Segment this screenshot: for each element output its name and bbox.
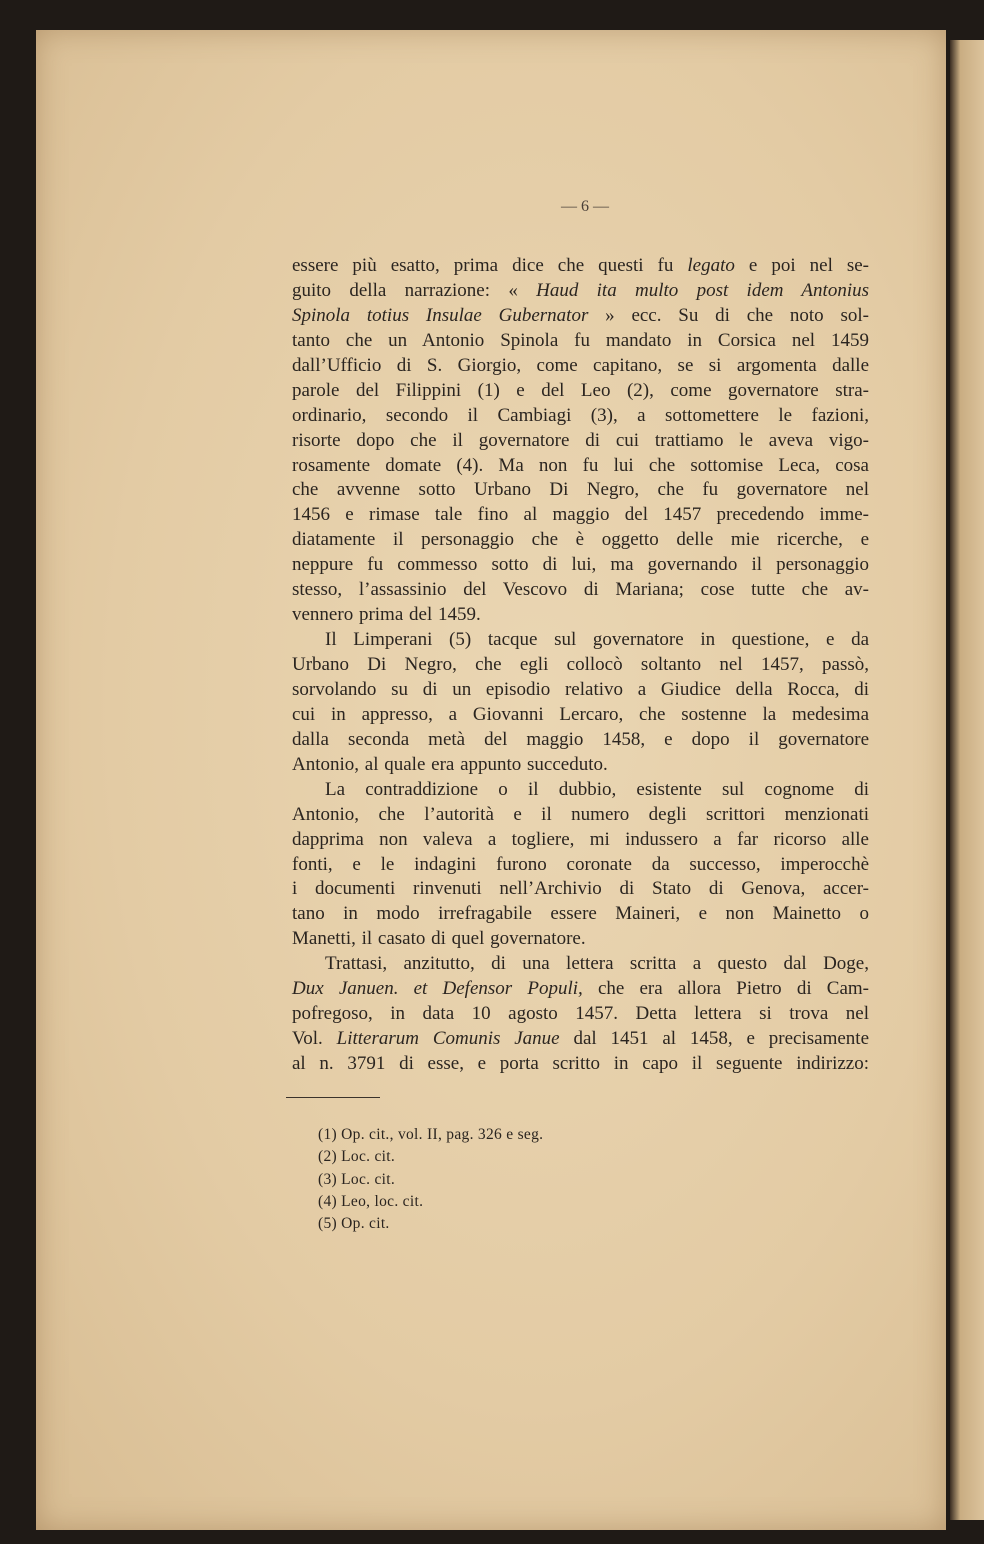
text-segment: fonti, e le indagini furono coronate da successo, imperocchè [292,853,869,875]
footnote: (2) Loc. cit. [318,1148,396,1166]
text-segment: al n. 3791 di esse, e porta scritto in capo il seguente indirizzo: [292,1053,869,1074]
page-number: — 6 — [561,198,609,215]
text-line [292,379,869,404]
text-line [292,728,869,753]
text-segment: dalla seconda metà del maggio 1458, e dopo il governatore [292,728,869,750]
footnotes [318,1124,543,1235]
text-segment: cui in appresso, a Giovanni Lercaro, che sostenne la medesima [292,703,869,725]
text-line [292,952,869,977]
text-segment: vennero prima del 1459. [292,604,481,626]
text-line [292,703,869,728]
text-line [292,628,869,653]
text-line [292,578,869,603]
italic-text: legato [687,255,735,276]
text-line [292,1052,869,1077]
text-segment: Trattasi, anzitutto, di una lettera scritta a questo dal Doge, [325,953,869,975]
text-segment: Il Limperani (5) tacque sul governatore in questione, e da [325,629,869,651]
text-line [292,678,869,703]
text-segment: essere più esatto, prima dice che questi fu [292,255,688,276]
text-line [292,877,869,902]
text-line [292,778,869,803]
text-line [292,927,869,952]
text-segment: tano in modo irrefragabile essere Maineri, e non Mainetto o [292,903,869,925]
text-line [292,1027,869,1052]
text-segment: 1456 e rimase tale fino al maggio del 1457 precedendo imme- [292,504,869,526]
text-segment: ordinario, secondo il Cambiagi (3), a sottomettere le fazioni, [292,404,869,426]
text-segment: Vol. [292,1028,337,1050]
text-line [292,254,869,279]
text-segment: pofregoso, in data 10 agosto 1457. Detta lettera si trova nel [292,1003,869,1025]
text-segment: La contraddizione o il dubbio, esistente sul cognome di [325,778,869,800]
text-segment: sorvolando su di un episodio relativo a Giudice della Rocca, di [292,678,869,700]
italic-text: Dux Januen. et Defensor Populi, [292,978,583,1000]
text-line [292,279,869,304]
text-segment: Manetti, il casato di quel governatore. [292,928,586,950]
text-segment: che avvenne sotto Urbano Di Negro, che fu governatore nel [292,479,869,501]
text-segment: dapprima non valeva a togliere, mi indussero a far ricorso alle [292,828,869,850]
text-line [292,803,869,828]
text-line [292,853,869,878]
text-line [292,977,869,1002]
text-line [292,354,869,379]
text-line [292,603,869,628]
text-segment: neppure fu commesso sotto di lui, ma governando il personaggio [292,554,869,576]
text-segment: dal 1451 al 1458, e precisamente [559,1028,869,1050]
text-segment: » ecc. Su di che noto sol- [588,304,869,326]
footnote: (1) Op. cit., vol. II, pag. 326 e seg. [318,1126,544,1143]
text-segment: tanto che un Antonio Spinola fu mandato in Corsica nel 1459 [292,329,869,351]
text-segment: Antonio, al quale era appunto succeduto. [292,753,608,775]
text-line [292,902,869,927]
text-segment: parole del Filippini (1) e del Leo (2), come governatore stra- [292,379,869,401]
text-segment: Antonio, che l’autorità e il numero degli scrittori menzionati [292,803,869,825]
text-segment: stesso, l’assassinio del Vescovo di Mariana; cose tutte che av- [292,579,869,601]
text-line [292,454,869,479]
text-segment: e poi nel se- [734,255,870,276]
text-line [292,653,869,678]
text-line [292,553,869,578]
text-segment: i documenti rinvenuti nell’Archivio di Stato di Genova, accer- [292,878,869,900]
footnote: (3) Loc. cit. [318,1170,396,1188]
italic-text: Haud ita multo post idem Antonius [536,279,869,301]
text-line [292,429,869,454]
text-line [292,304,869,329]
text-line [292,1002,869,1027]
text-segment: risorte dopo che il governatore di cui trattiamo le aveva vigo- [292,429,869,451]
text-segment: guito della narrazione: « [292,279,537,301]
text-segment: diatamente il personaggio che è oggetto delle mie ricerche, e [292,529,869,551]
text-segment: che era allora Pietro di Cam- [582,978,870,1000]
adjacent-page-edge [950,40,984,1520]
italic-text: Spinola totius Insulae Gubernator [292,304,589,326]
text-line [292,404,869,429]
text-line [292,478,869,503]
footnote: (4) Leo, loc. cit. [318,1192,424,1210]
text-line [292,329,869,354]
italic-text: Litterarum Comunis Janue [336,1028,560,1050]
main-text [292,254,869,1077]
footnote: (5) Op. cit. [318,1215,390,1233]
text-line [292,503,869,528]
text-segment: Urbano Di Negro, che egli collocò soltanto nel 1457, passò, [292,654,869,675]
text-line [292,528,869,553]
footnote-divider [286,1097,380,1098]
text-line [292,828,869,853]
text-segment: dall’Ufficio di S. Giorgio, come capitano, se si argomenta dalle [292,354,869,376]
text-segment: rosamente domate (4). Ma non fu lui che sottomise Leca, cosa [292,454,869,476]
text-line [292,753,869,778]
